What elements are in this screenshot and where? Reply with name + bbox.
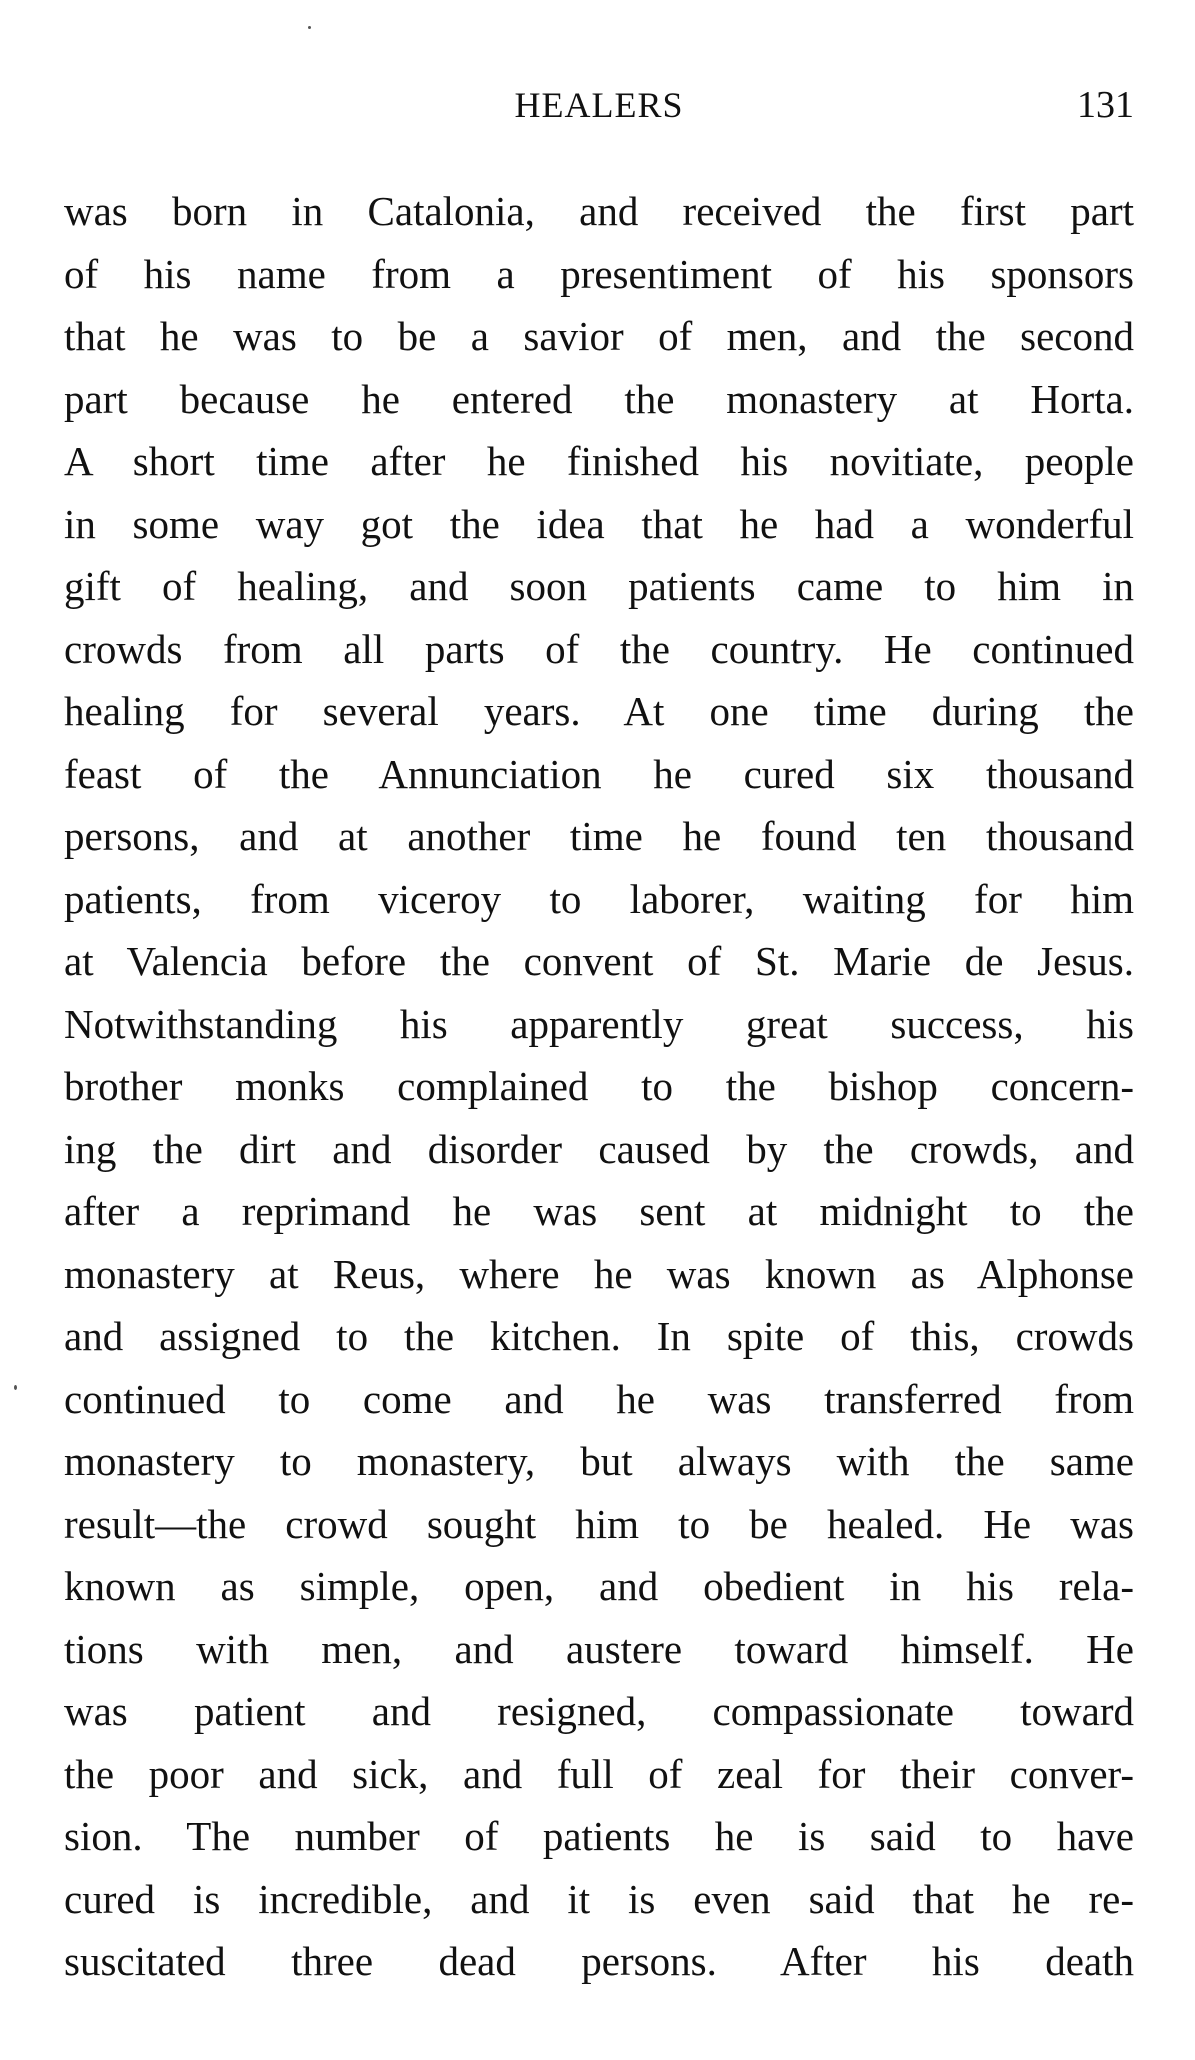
text-line: A short time after he finished his novitiate, people bbox=[64, 438, 1134, 484]
text-line: feast of the Annunciation he cured six thousand bbox=[64, 750, 1134, 797]
text-line: crowds from all parts of the country. He continued bbox=[64, 625, 1134, 672]
text-line: cured is incredible, and it is even said that he re- bbox=[64, 1875, 1134, 1922]
text-line: was born in Catalonia, and received the first part bbox=[64, 188, 1134, 234]
running-head: HEALERS bbox=[514, 85, 684, 125]
text-line: at Valencia before the convent of St. Marie de Jesus. bbox=[64, 938, 1134, 984]
text-line: gift of healing, and soon patients came to him in bbox=[64, 563, 1134, 609]
text-line: was patient and resigned, compassionate toward bbox=[64, 1688, 1134, 1734]
page-header bbox=[64, 80, 1134, 130]
text-line: monastery at Reus, where he was known as Alphonse bbox=[64, 1250, 1134, 1297]
text-line: Notwithstanding his apparently great success, his bbox=[64, 1000, 1134, 1047]
text-line: and assigned to the kitchen. In spite of this, crowds bbox=[64, 1313, 1134, 1359]
text-line: brother monks complained to the bishop concern- bbox=[64, 1063, 1134, 1109]
text-line: the poor and sick, and full of zeal for their conver- bbox=[64, 1750, 1134, 1797]
print-speck bbox=[308, 26, 311, 29]
text-line: part because he entered the monastery at Horta. bbox=[64, 375, 1134, 422]
text-line: monastery to monastery, but always with the same bbox=[64, 1438, 1134, 1484]
text-line: patients, from viceroy to laborer, waiting for him bbox=[64, 875, 1134, 922]
text-line: persons, and at another time he found ten thousand bbox=[64, 813, 1134, 859]
text-line: tions with men, and austere toward himself. He bbox=[64, 1625, 1134, 1672]
page-number: 131 bbox=[1077, 84, 1134, 126]
text-line: ing the dirt and disorder caused by the crowds, and bbox=[64, 1125, 1134, 1172]
text-line: suscitated three dead persons. After his death bbox=[64, 1938, 1134, 1984]
body-text bbox=[64, 180, 1134, 1993]
text-line: after a reprimand he was sent at midnight to the bbox=[64, 1188, 1134, 1234]
text-line: result—the crowd sought him to be healed. He was bbox=[64, 1500, 1134, 1547]
text-line: continued to come and he was transferred from bbox=[64, 1375, 1134, 1422]
print-speck bbox=[14, 1385, 17, 1390]
text-line: sion. The number of patients he is said to have bbox=[64, 1813, 1134, 1859]
text-line: in some way got the idea that he had a wonderful bbox=[64, 500, 1134, 547]
text-line: healing for several years. At one time during the bbox=[64, 688, 1134, 734]
text-line: of his name from a presentiment of his sponsors bbox=[64, 250, 1134, 297]
text-line: that he was to be a savior of men, and the second bbox=[64, 313, 1134, 359]
text-line: known as simple, open, and obedient in his rela- bbox=[64, 1563, 1134, 1609]
